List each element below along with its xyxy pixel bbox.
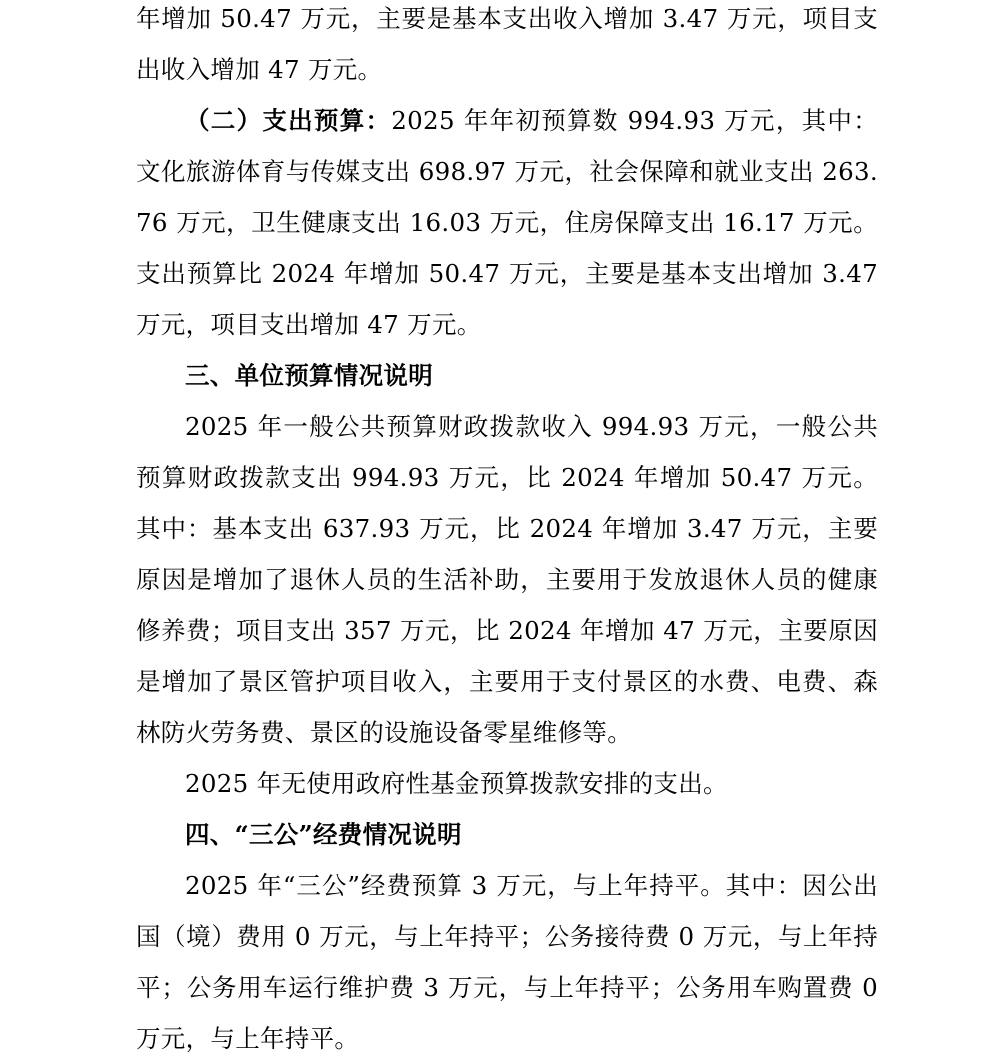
section-heading-three-public: 四、“三公”经费情况说明: [185, 820, 462, 849]
paragraph-government-fund: 2025 年无使用政府性基金预算拨款安排的支出。: [185, 769, 728, 798]
paragraph-expenditure-budget: [136, 95, 878, 350]
expenditure-budget-lead: （二）支出预算：: [185, 106, 392, 135]
section-heading-unit-budget: 三、单位预算情况说明: [185, 361, 433, 390]
document-body: [136, 0, 878, 1064]
paragraph-income-continuation: 年增加 50.47 万元，主要是基本支出收入增加 3.47 万元，项目支出收入增加 47 万元。: [136, 4, 878, 84]
paragraph-three-public: 2025 年“三公”经费预算 3 万元，与上年持平。其中：因公出国（境）费用 0 万元，与上年持平；公务接待费 0 万元，与上年持平；公务用车运行维护费 3 万元，与上年持平；公务用车购置费 0 万元，与上年持平。: [136, 871, 878, 1053]
paragraph-unit-budget: 2025 年一般公共预算财政拨款收入 994.93 万元，一般公共预算财政拨款支出 994.93 万元，比 2024 年增加 50.47 万元。其中：基本支出 637.93 万元，比 2024 年增加 3.47 万元，主要原因是增加了退休人员的生活补助，主要用于发放退休人员的健康修养费；项目支出 357 万元，比 2024 年增加 47 万元，主要原因是增加了景区管护项目收入，主要用于支付景区的水费、电费、森林防火劳务费、景区的设施设备零星维修等。: [136, 412, 878, 747]
expenditure-budget-text: 2025 年年初预算数 994.93 万元，其中：文化旅游体育与传媒支出 698.97 万元，社会保障和就业支出 263.76 万元，卫生健康支出 16.03 万元，住房保障支出 16.17 万元。支出预算比 2024 年增加 50.47 万元，主要是基本支出增加 3.47 万元，项目支出增加 47 万元。: [136, 106, 878, 339]
